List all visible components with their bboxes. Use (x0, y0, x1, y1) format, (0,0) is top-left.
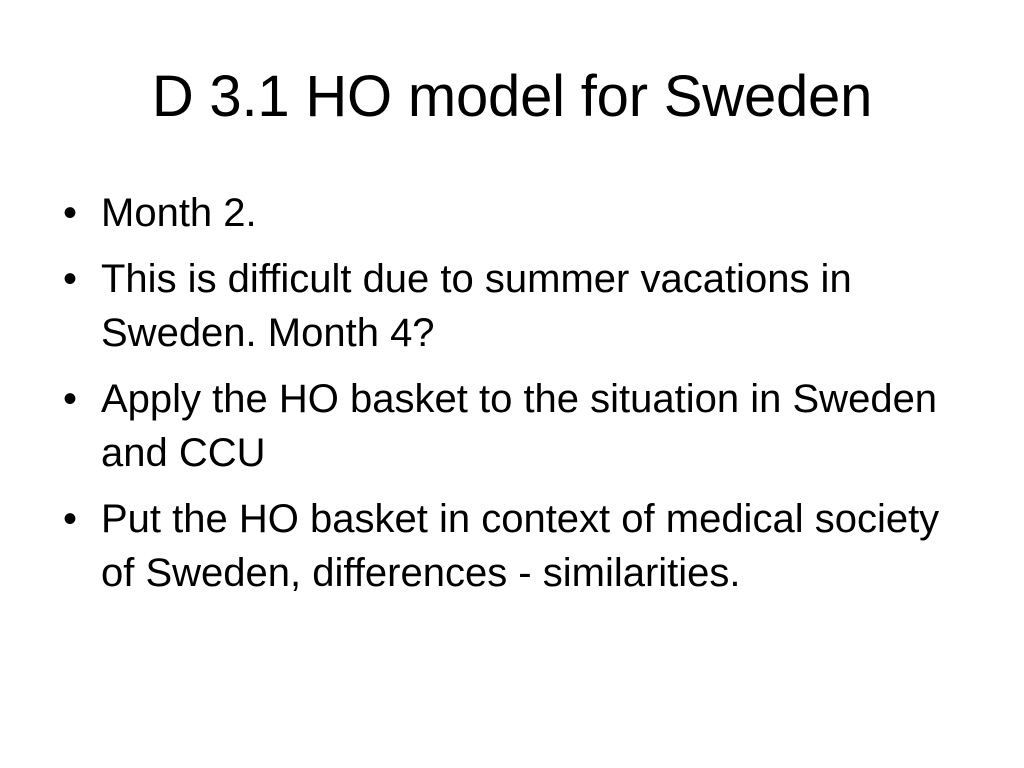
bullet-text: Apply the HO basket to the situation in Sweden and CCU (101, 377, 938, 475)
bullet-dot-icon: • (62, 257, 77, 301)
bullet-text: Put the HO basket in context of medical society of Sweden, differences - similarities. (101, 497, 940, 595)
bullet-list (58, 186, 978, 612)
bullet-item (58, 372, 978, 480)
bullet-text: This is difficult due to summer vacations in Sweden. Month 4? (101, 257, 852, 355)
bullet-text: Month 2. (101, 191, 257, 235)
bullet-dot-icon: • (62, 497, 77, 541)
bullet-item (58, 186, 978, 240)
bullet-item (58, 492, 978, 600)
bullet-dot-icon: • (62, 377, 77, 421)
bullet-item (58, 252, 978, 360)
bullet-dot-icon: • (62, 191, 77, 235)
slide-title: D 3.1 HO model for Sweden (151, 64, 873, 129)
